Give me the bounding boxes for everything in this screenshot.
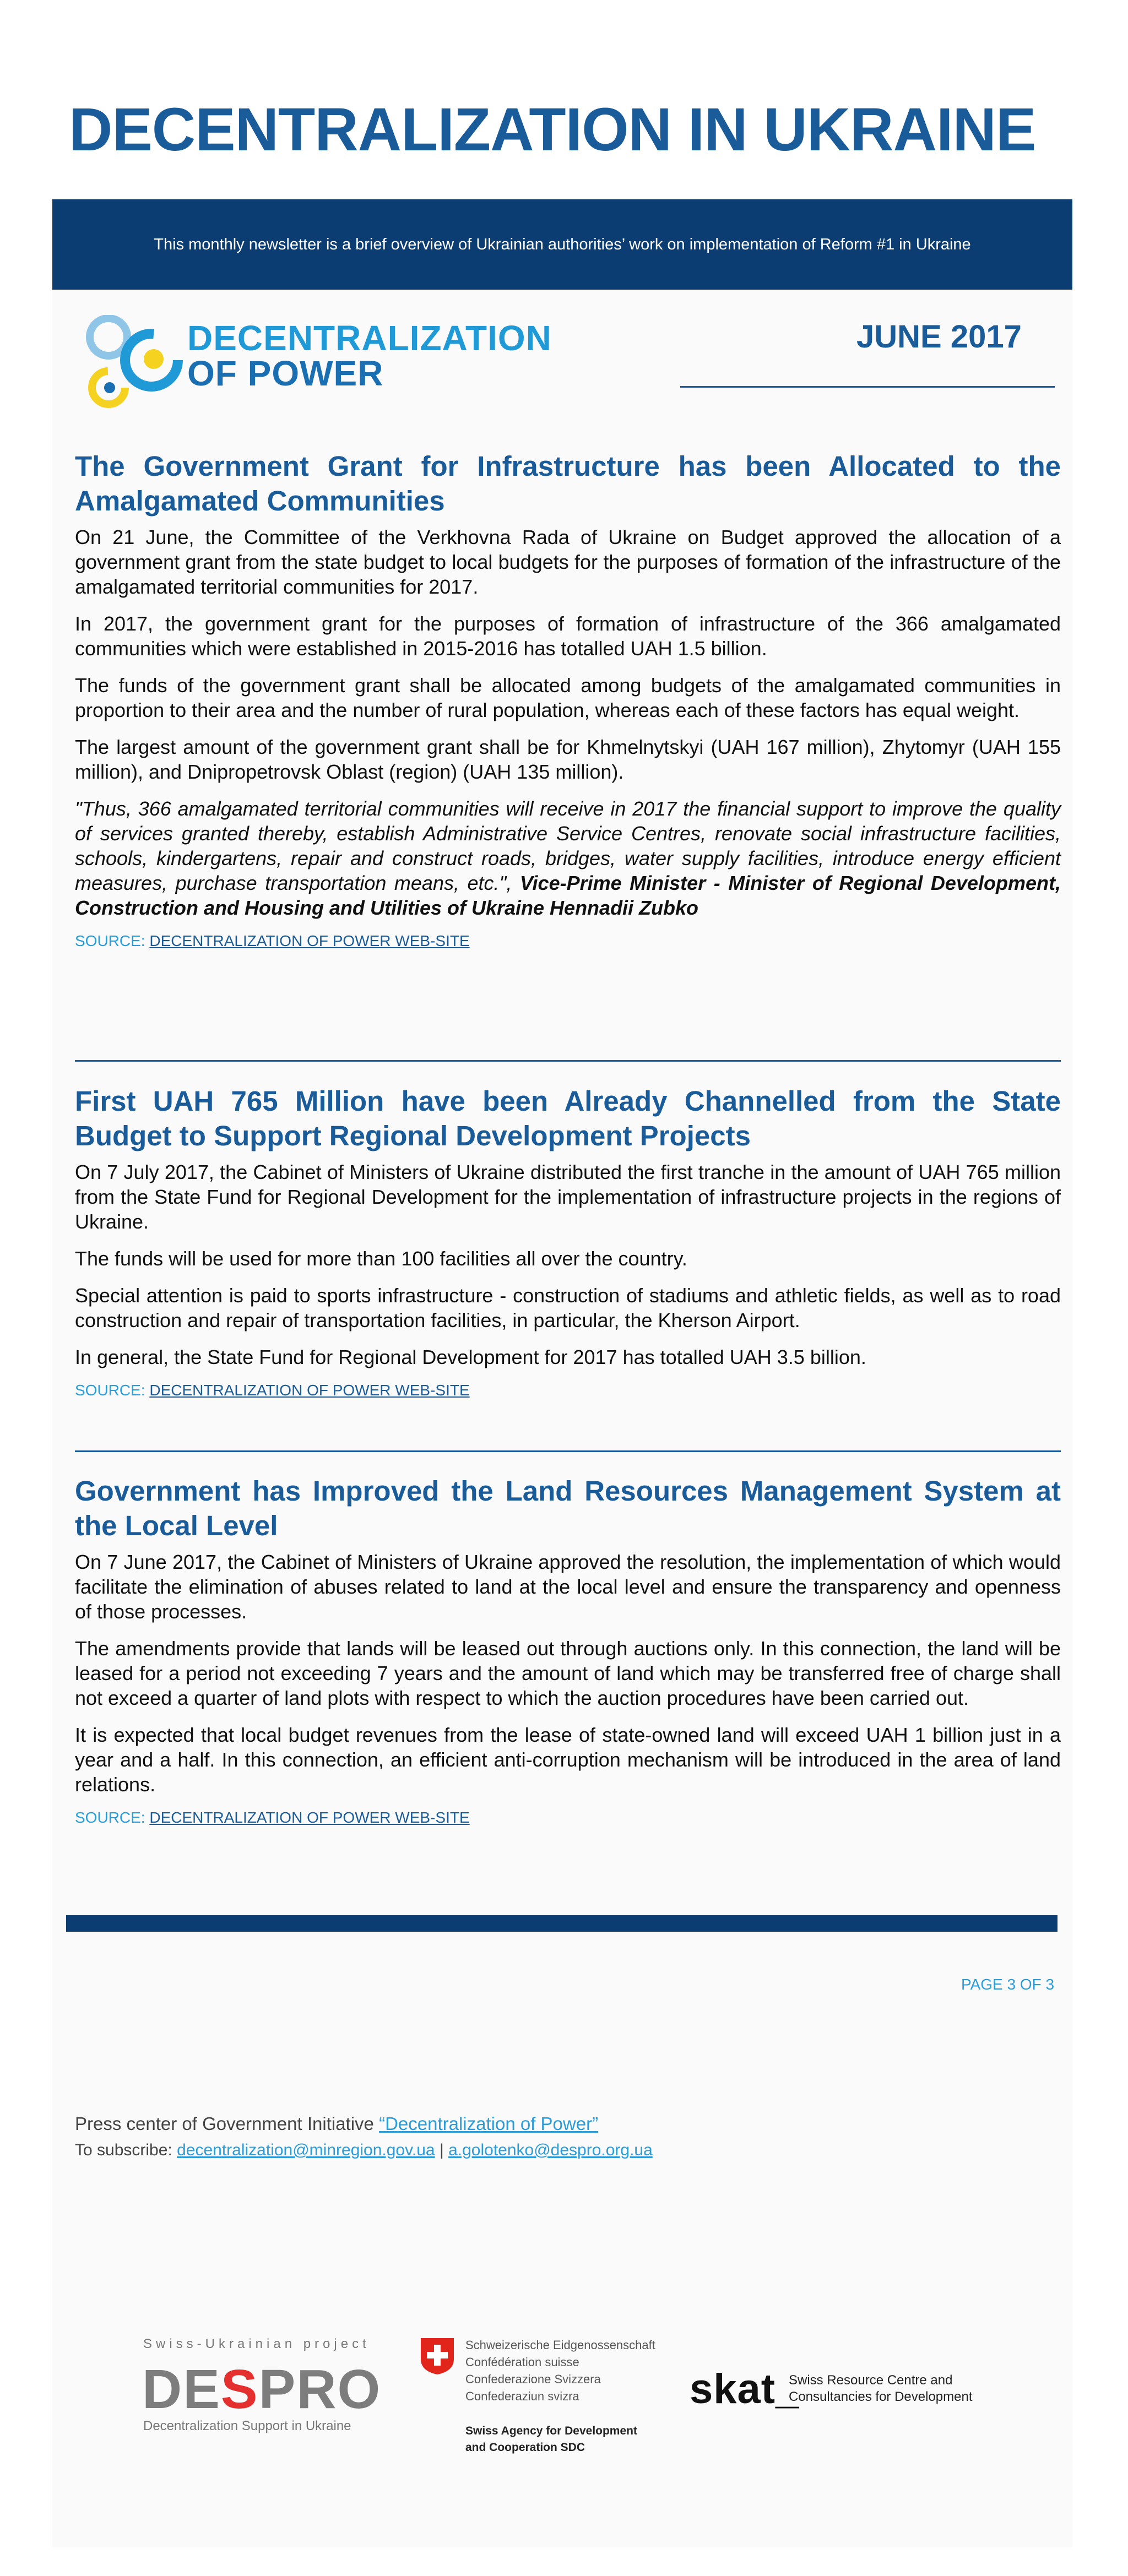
article-source bbox=[75, 1382, 1061, 1399]
swiss-confederation-text bbox=[465, 2336, 655, 2405]
article-paragraph: The amendments provide that lands will be leased out through auctions only. In this connection, the land will be leased for a period not exceeding 7 years and the amount of land which may be transferred free of charge shall not exceed a quarter of land plots with respect to which the auction procedures have been carried out. bbox=[75, 1637, 1061, 1709]
article-2 bbox=[75, 1084, 1061, 1399]
source-label: SOURCE: bbox=[75, 932, 145, 949]
logo-ring-light bbox=[90, 318, 127, 356]
section-divider bbox=[75, 1450, 1061, 1452]
article-paragraph: On 21 June, the Committee of the Verkhovna Rada of Ukraine on Budget approved the allocation of a government grant from the state budget to local budgets for the purposes of formation of the infrastructure of the amalgamated territorial communities for 2017. bbox=[75, 526, 1061, 598]
article-source bbox=[75, 1809, 1061, 1827]
despro-tagline: Swiss-Ukrainian project bbox=[143, 2336, 370, 2351]
skat-line-2: Consultancies for Development bbox=[789, 2389, 973, 2404]
swiss-line: Confederaziun svizra bbox=[465, 2389, 579, 2403]
source-link[interactable]: DECENTRALIZATION OF POWER WEB-SITE bbox=[149, 932, 470, 949]
newsletter-title: DECENTRALIZATION IN UKRAINE bbox=[69, 96, 1036, 164]
sdc-line-2: and Cooperation SDC bbox=[465, 2441, 585, 2454]
logo-wordmark bbox=[187, 320, 552, 391]
date-underline bbox=[680, 386, 1055, 388]
article-quote bbox=[75, 796, 1061, 920]
source-link[interactable]: DECENTRALIZATION OF POWER WEB-SITE bbox=[149, 1809, 470, 1826]
despro-subtitle: Decentralization Support in Ukraine bbox=[143, 2419, 351, 2433]
press-prefix: Press center of Government Initiative bbox=[75, 2113, 374, 2134]
article-paragraph: The largest amount of the government grant shall be for Khmelnytskyi (UAH 167 million), Zhytomyr (UAH 155 million), and Dnipropetrovsk Oblast (region) (UAH 135 million). bbox=[75, 736, 1061, 783]
skat-logo: skat_ bbox=[690, 2366, 800, 2412]
quote-text: "Thus, 366 amalgamated territorial communities will receive in 2017 the financial support to improve the quality of services granted thereby, establish Administrative Service Centres, renovate social infrastructure facilities, schools, kindergartens, repair and construct roads, bridges, water supply facilities, introduce energy efficient measures, purchase transportation means, etc.", bbox=[75, 797, 1061, 894]
logo-line-2: OF POWER bbox=[187, 354, 384, 393]
despro-logo bbox=[142, 2358, 381, 2421]
article-paragraph: It is expected that local budget revenues from the lease of state-owned land will exceed UAH 1 billion just in a year and a half. In this connection, an efficient anti-corruption mechanism will be introduced in the area of land relations. bbox=[75, 1724, 1061, 1796]
section-divider bbox=[75, 1060, 1061, 1062]
swiss-line: Confederazione Svizzera bbox=[465, 2372, 601, 2386]
article-source bbox=[75, 932, 1061, 950]
logo-line-1: DECENTRALIZATION bbox=[187, 318, 552, 358]
skat-description bbox=[789, 2372, 973, 2405]
page-number: PAGE 3 OF 3 bbox=[961, 1976, 1055, 1993]
email-separator: | bbox=[439, 2141, 444, 2159]
email-link-despro[interactable]: a.golotenko@despro.org.ua bbox=[448, 2141, 653, 2159]
article-paragraph: In 2017, the government grant for the purposes of formation of infrastructure of the 366 amalgamated communities which were established in 2015-2016 has totalled UAH 1.5 billion. bbox=[75, 612, 1061, 660]
swiss-line: Schweizerische Eidgenossenschaft bbox=[465, 2338, 655, 2352]
sdc-line-1: Swiss Agency for Development bbox=[465, 2425, 637, 2437]
article-title: The Government Grant for Infrastructure has been Allocated to the Amalgamated Communities bbox=[75, 450, 1061, 517]
sdc-agency-text bbox=[465, 2423, 637, 2456]
press-link[interactable]: “Decentralization of Power” bbox=[379, 2113, 599, 2134]
subscribe-prefix: To subscribe: bbox=[75, 2141, 172, 2159]
swiss-line: Confédération suisse bbox=[465, 2355, 579, 2369]
article-3 bbox=[75, 1474, 1061, 1827]
article-paragraph: In general, the State Fund for Regional Development for 2017 has totalled UAH 3.5 billion. bbox=[75, 1346, 866, 1368]
footer-bar bbox=[66, 1915, 1058, 1932]
article-paragraph: On 7 July 2017, the Cabinet of Ministers of Ukraine distributed the first tranche in the amount of UAH 765 million from the State Fund for Regional Development for the implementation of infrastructure projects in the regions of Ukraine. bbox=[75, 1161, 1061, 1233]
article-1 bbox=[75, 449, 1061, 950]
despro-de: DE bbox=[142, 2358, 221, 2420]
quote-author: Vice-Prime Minister - Minister of Regional Development, Construction and Housing and Utilities of Ukraine Hennadii Zubko bbox=[75, 872, 1061, 919]
despro-pro: PRO bbox=[258, 2358, 382, 2420]
source-label: SOURCE: bbox=[75, 1382, 145, 1399]
newsletter-banner bbox=[52, 199, 1072, 290]
article-paragraph: Special attention is paid to sports infrastructure - construction of stadiums and athletic fields, as well as to road construction and repair of transportation facilities, in particular, the Kherson Airport. bbox=[75, 1284, 1061, 1332]
article-paragraph: The funds of the government grant shall be allocated among budgets of the amalgamated communities in proportion to their area and the number of rural population, whereas each of these factors has equal weight. bbox=[75, 674, 1061, 721]
swiss-shield-icon bbox=[420, 2337, 455, 2376]
source-label: SOURCE: bbox=[75, 1809, 145, 1826]
despro-s: S bbox=[220, 2358, 259, 2420]
skat-line-1: Swiss Resource Centre and bbox=[789, 2373, 953, 2388]
press-center bbox=[75, 2113, 598, 2134]
email-link-minregion[interactable]: decentralization@minregion.gov.ua bbox=[177, 2141, 435, 2159]
logo-dot-yellow bbox=[144, 349, 164, 369]
article-title: First UAH 765 Million have been Already Channelled from the State Budget to Support Regional Development Projects bbox=[75, 1085, 1061, 1151]
article-paragraph: The funds will be used for more than 100 facilities all over the country. bbox=[75, 1247, 687, 1270]
logo-dot-blue bbox=[104, 382, 115, 393]
issue-date: JUNE 2017 bbox=[856, 319, 1022, 355]
article-paragraph: On 7 June 2017, the Cabinet of Ministers of Ukraine approved the resolution, the implementation of which would facilitate the elimination of abuses related to land at the local level and ensure the transparency and openness of those processes. bbox=[75, 1551, 1061, 1623]
banner-text: This monthly newsletter is a brief overview of Ukrainian authorities’ work on implementation of Reform #1 in Ukraine bbox=[154, 235, 971, 253]
source-link[interactable]: DECENTRALIZATION OF POWER WEB-SITE bbox=[149, 1382, 470, 1399]
subscribe-line bbox=[75, 2141, 653, 2160]
article-title: Government has Improved the Land Resources Management System at the Local Level bbox=[75, 1475, 1061, 1541]
